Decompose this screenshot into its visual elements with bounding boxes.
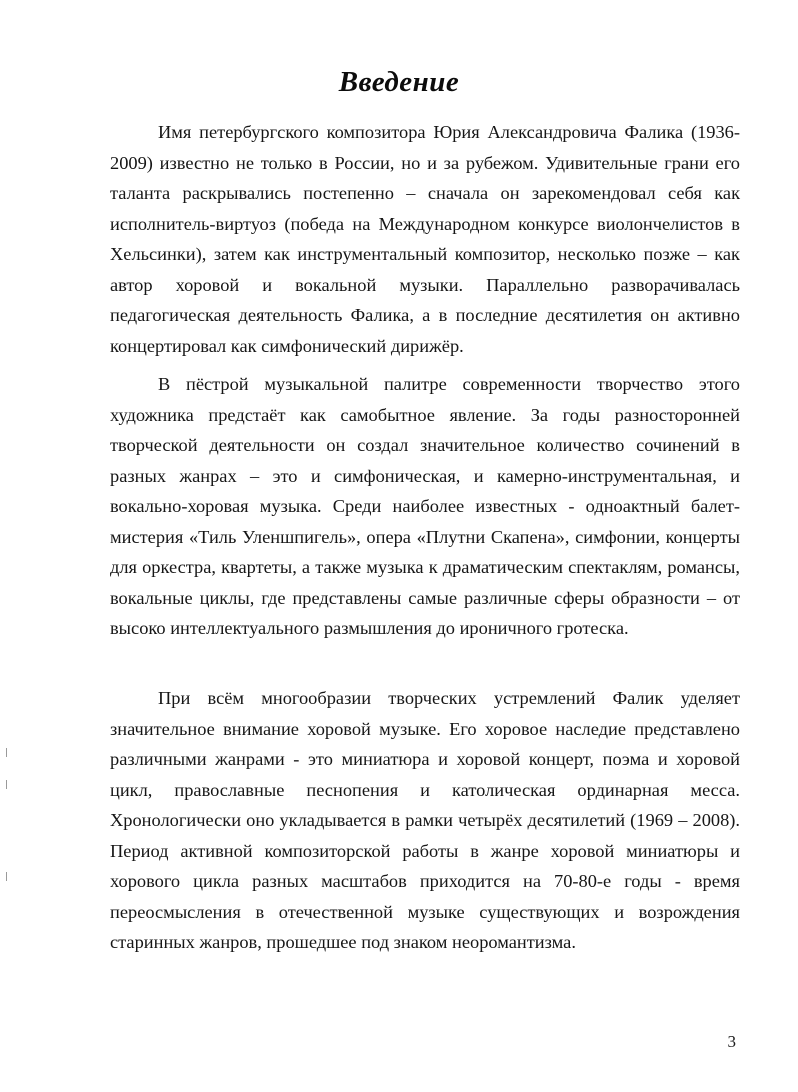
margin-scan-mark (6, 872, 7, 881)
margin-scan-mark (6, 780, 7, 789)
paragraph-palette: В пёстрой музыкальной палитре современности творчество этого художника предстаёт как самобытное явление. За годы разносторонней творческой деятельности он создал значительное количество сочинений в разных жанрах – это и симфоническая, и камерно-инструментальная, и вокально-хоровая музыка. Среди наиболее известных - одноактный балет-мистерия «Тиль Уленшпигель», опера «Плутни Скапена», симфонии, концерты для оркестра, квартеты, а также музыка к драматическим спектаклям, романсы, вокальные циклы, где представлены самые различные сферы образности – от высоко интеллектуального размышления до ироничного гротеска. (110, 374, 740, 638)
page-number: 3 (727, 1032, 736, 1051)
paragraph-choral: При всём многообразии творческих устремлений Фалик уделяет значительное внимание хоровой музыке. Его хоровое наследие представлено различными жанрами - это миниатюра и хоровой концерт, поэма и хоровой цикл, православные песнопения и католическая ординарная месса. Хронологически оно укладывается в рамки четырёх десятилетий (1969 – 2008). Период активной композиторской работы в жанре хоровой миниатюры и хорового цикла разных масштабов приходится на 70-80-е годы - время переосмысления в отечественной музыке существующих и возрождения старинных жанров, прошедшее под знаком неоромантизма. (110, 688, 740, 952)
margin-scan-mark (6, 748, 7, 757)
paragraph-intro: Имя петербургского композитора Юрия Александровича Фалика (1936-2009) известно не только в России, но и за рубежом. Удивительные грани его таланта раскрывались постепенно – сначала он зарекомендовал себя как исполнитель-виртуоз (победа на Международном конкурсе виолончелистов в Хельсинки), затем как инструментальный композитор, несколько позже – как автор хоровой и вокальной музыки. Параллельно разворачивалась педагогическая деятельность Фалика, а в последние десятилетия он активно концертировал как симфонический дирижёр. (110, 122, 740, 356)
page-title: Введение (338, 66, 460, 98)
